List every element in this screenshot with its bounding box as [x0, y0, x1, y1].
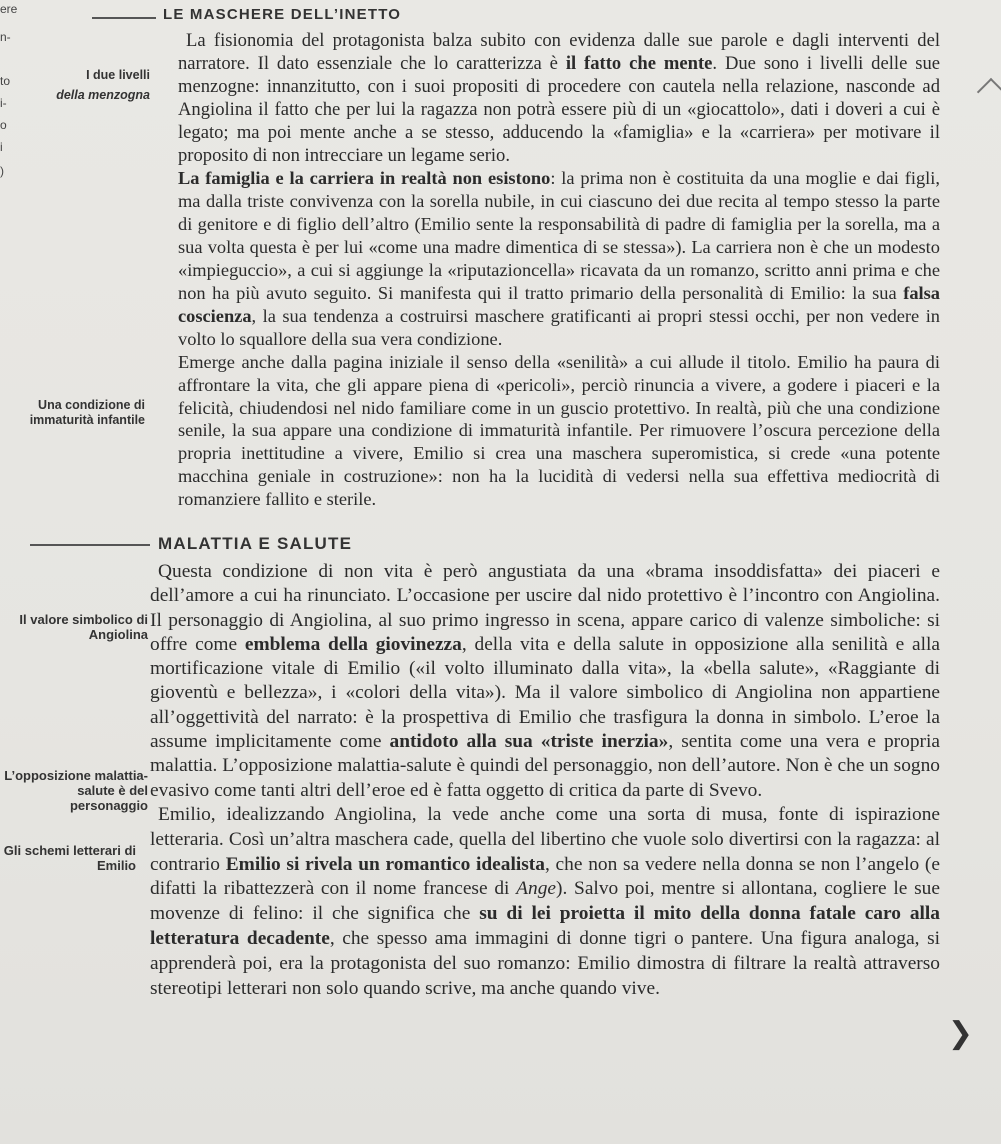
text-run: Questa condizione di non vita è però angustiata da una «brama insoddisfatta» dei piaceri e dell’amore a cui ha rinunciato. L’occasione per uscire dal nido protettivo è l’incontro con Angiolina. Il personaggio di Angiolina, al suo primo ingresso in scena, appare carico di valenze simboliche: si offre come — [150, 561, 940, 655]
section-body — [150, 560, 940, 1001]
chevron-right-icon[interactable]: ❯ — [947, 1016, 973, 1051]
emphasis-bold: emblema della giovinezza — [244, 633, 462, 655]
text-run: . Due sono i livelli delle sue menzogne: innanzitutto, con i suoi propositi di procedere con cautela nella relazione, nasconde ad Angiolina il fatto che per lui la ragazza non potrà essere più di un «giocattolo», dati i doveri a cui è legato; ma poi mente anche a se stesso, adducendo la «famiglia» e la «carriera» per motivare il proposito di non intrecciare un legame serio. — [178, 52, 941, 166]
emphasis-bold: antidoto alla sua «triste inerzia» — [389, 731, 669, 753]
left-fragment: i — [0, 140, 3, 154]
page-edge-mark — [977, 78, 1001, 106]
left-fragment: i- — [0, 96, 7, 110]
left-fragment: o — [0, 118, 7, 132]
emphasis-bold: Emilio si rivela un romantico idealista — [225, 853, 545, 875]
paragraph — [150, 560, 940, 803]
side-note: Gli schemi letterari di Emilio — [3, 843, 136, 873]
paragraph — [178, 167, 940, 350]
emphasis-italic: Ange — [516, 878, 556, 900]
text-run: , la sua tendenza a costruirsi maschere gratificanti ai propri stessi occhi, per non vedere in volto lo squallore della sua vera condizione. — [178, 305, 940, 349]
paragraph — [178, 30, 940, 167]
left-fragment: to — [0, 74, 11, 88]
side-note: della menzogna — [56, 88, 150, 102]
text-run: Emerge anche dalla pagina iniziale il senso della «senilità» a cui allude il titolo. Emilio ha paura di affrontare la vita, che gli appare piena di «pericoli», perciò rinuncia a vivere, a godere i piaceri e la felicità, chiudendosi nel nido familiare come in un guscio protettivo. In realtà, più che una condizione senile, la sua appare una condizione di immaturità infantile. Per rimuovere l’oscura percezione della propria inettitudine a vivere, Emilio si crea una maschera superomistica, si crede «una potente macchina geniale in costruzione»: non ha la lucidità di vedersi nella sua effettiva mediocrità di romanziere fallito e sterile. — [178, 351, 940, 510]
section-heading: LE MASCHERE DELL’INETTO — [163, 6, 402, 23]
side-note: I due livelli — [86, 68, 150, 82]
paragraph — [150, 803, 940, 1001]
section-rule — [92, 17, 156, 19]
section-rule — [30, 544, 150, 546]
side-note: Una condizione di immaturità infantile — [29, 398, 145, 427]
emphasis-bold: il fatto che mente — [565, 52, 713, 74]
text-run: , della vita e della salute in opposizione alla senilità e alla mortificazione vitale di Emilio («il volto illuminato dalla vita», la «bella salute», «Raggiante di gioventù e bellezza», i «colori della vita»). Ma il valore simbolico di Angiolina non appartiene all’oggettività del narrato: è la prospettiva di Emilio che trasfigura la donna in simbolo. L’eroe la assume implicitamente come — [150, 633, 940, 753]
paragraph — [178, 351, 940, 511]
text-run: , sentita come una vera e propria malattia. L’opposizione malattia-salute è quindi del personaggio, non dell’autore. Non è che un sogno evasivo come tanti altri dell’eroe ed è fatta oggetto di critica da parte di Svevo. — [150, 731, 940, 801]
left-fragment: n- — [0, 30, 11, 44]
emphasis-bold: falsa coscienza — [178, 282, 940, 326]
text-run: ). Salvo poi, mentre si allontana, cogliere le sue movenze di felino: il che significa che — [150, 878, 940, 925]
side-note: Il valore simbolico di Angiolina — [19, 612, 148, 642]
left-fragment: ) — [0, 164, 4, 178]
emphasis-bold: La famiglia e la carriera in realtà non esistono — [178, 168, 551, 189]
text-run: Emilio, idealizzando Angiolina, la vede anche come una sorta di musa, fonte di ispirazione letteraria. Così un’altra maschera cade, quella del libertino che vuole solo divertirsi con la ragazza: al contrario — [150, 803, 940, 875]
left-fragment: ere — [0, 2, 18, 16]
section-heading: MALATTIA E SALUTE — [158, 534, 353, 553]
text-run: , che non sa vedere nella donna se non l’angelo (e difatti la ribattezzerà con il nome francese di — [150, 853, 940, 900]
text-run: La fisionomia del protagonista balza subito con evidenza dalle sue parole e dagli interventi del narratore. Il dato essenziale che lo caratterizza è — [178, 30, 940, 74]
text-run: , che spesso ama immagini di donne tigri o pantere. Una figura analoga, si apprenderà poi, era la protagonista del suo romanzo: Emilio dimostra di filtrare la realtà attraverso stereotipi letterari non solo quando scrive, ma anche quando vive. — [150, 927, 941, 999]
side-note: L’opposizione malattia-salute è del personaggio — [4, 768, 148, 813]
section-body — [178, 30, 940, 511]
emphasis-bold: su di lei proietta il mito della donna fatale caro alla letteratura decadente — [150, 903, 940, 949]
text-run: : la prima non è costituita da una moglie e dai figli, ma dalla triste convivenza con la sorella nubile, in cui ciascuno dei due recita al tempo stesso la parte di genitore e di figlio dell’altro (Emilio sente la responsabilità di padre di famiglia per la sorella, ma a sua volta questa è per lui «come una madre dimentica di se stessa»). La carriera non è che un modesto «impieguccio», a cui si aggiunge la «riputazioncella» ricavata da un romanzo, scritto anni prima e che non ha più avuto seguito. Si manifesta qui il tratto primario della personalità di Emilio: la sua — [178, 168, 940, 303]
